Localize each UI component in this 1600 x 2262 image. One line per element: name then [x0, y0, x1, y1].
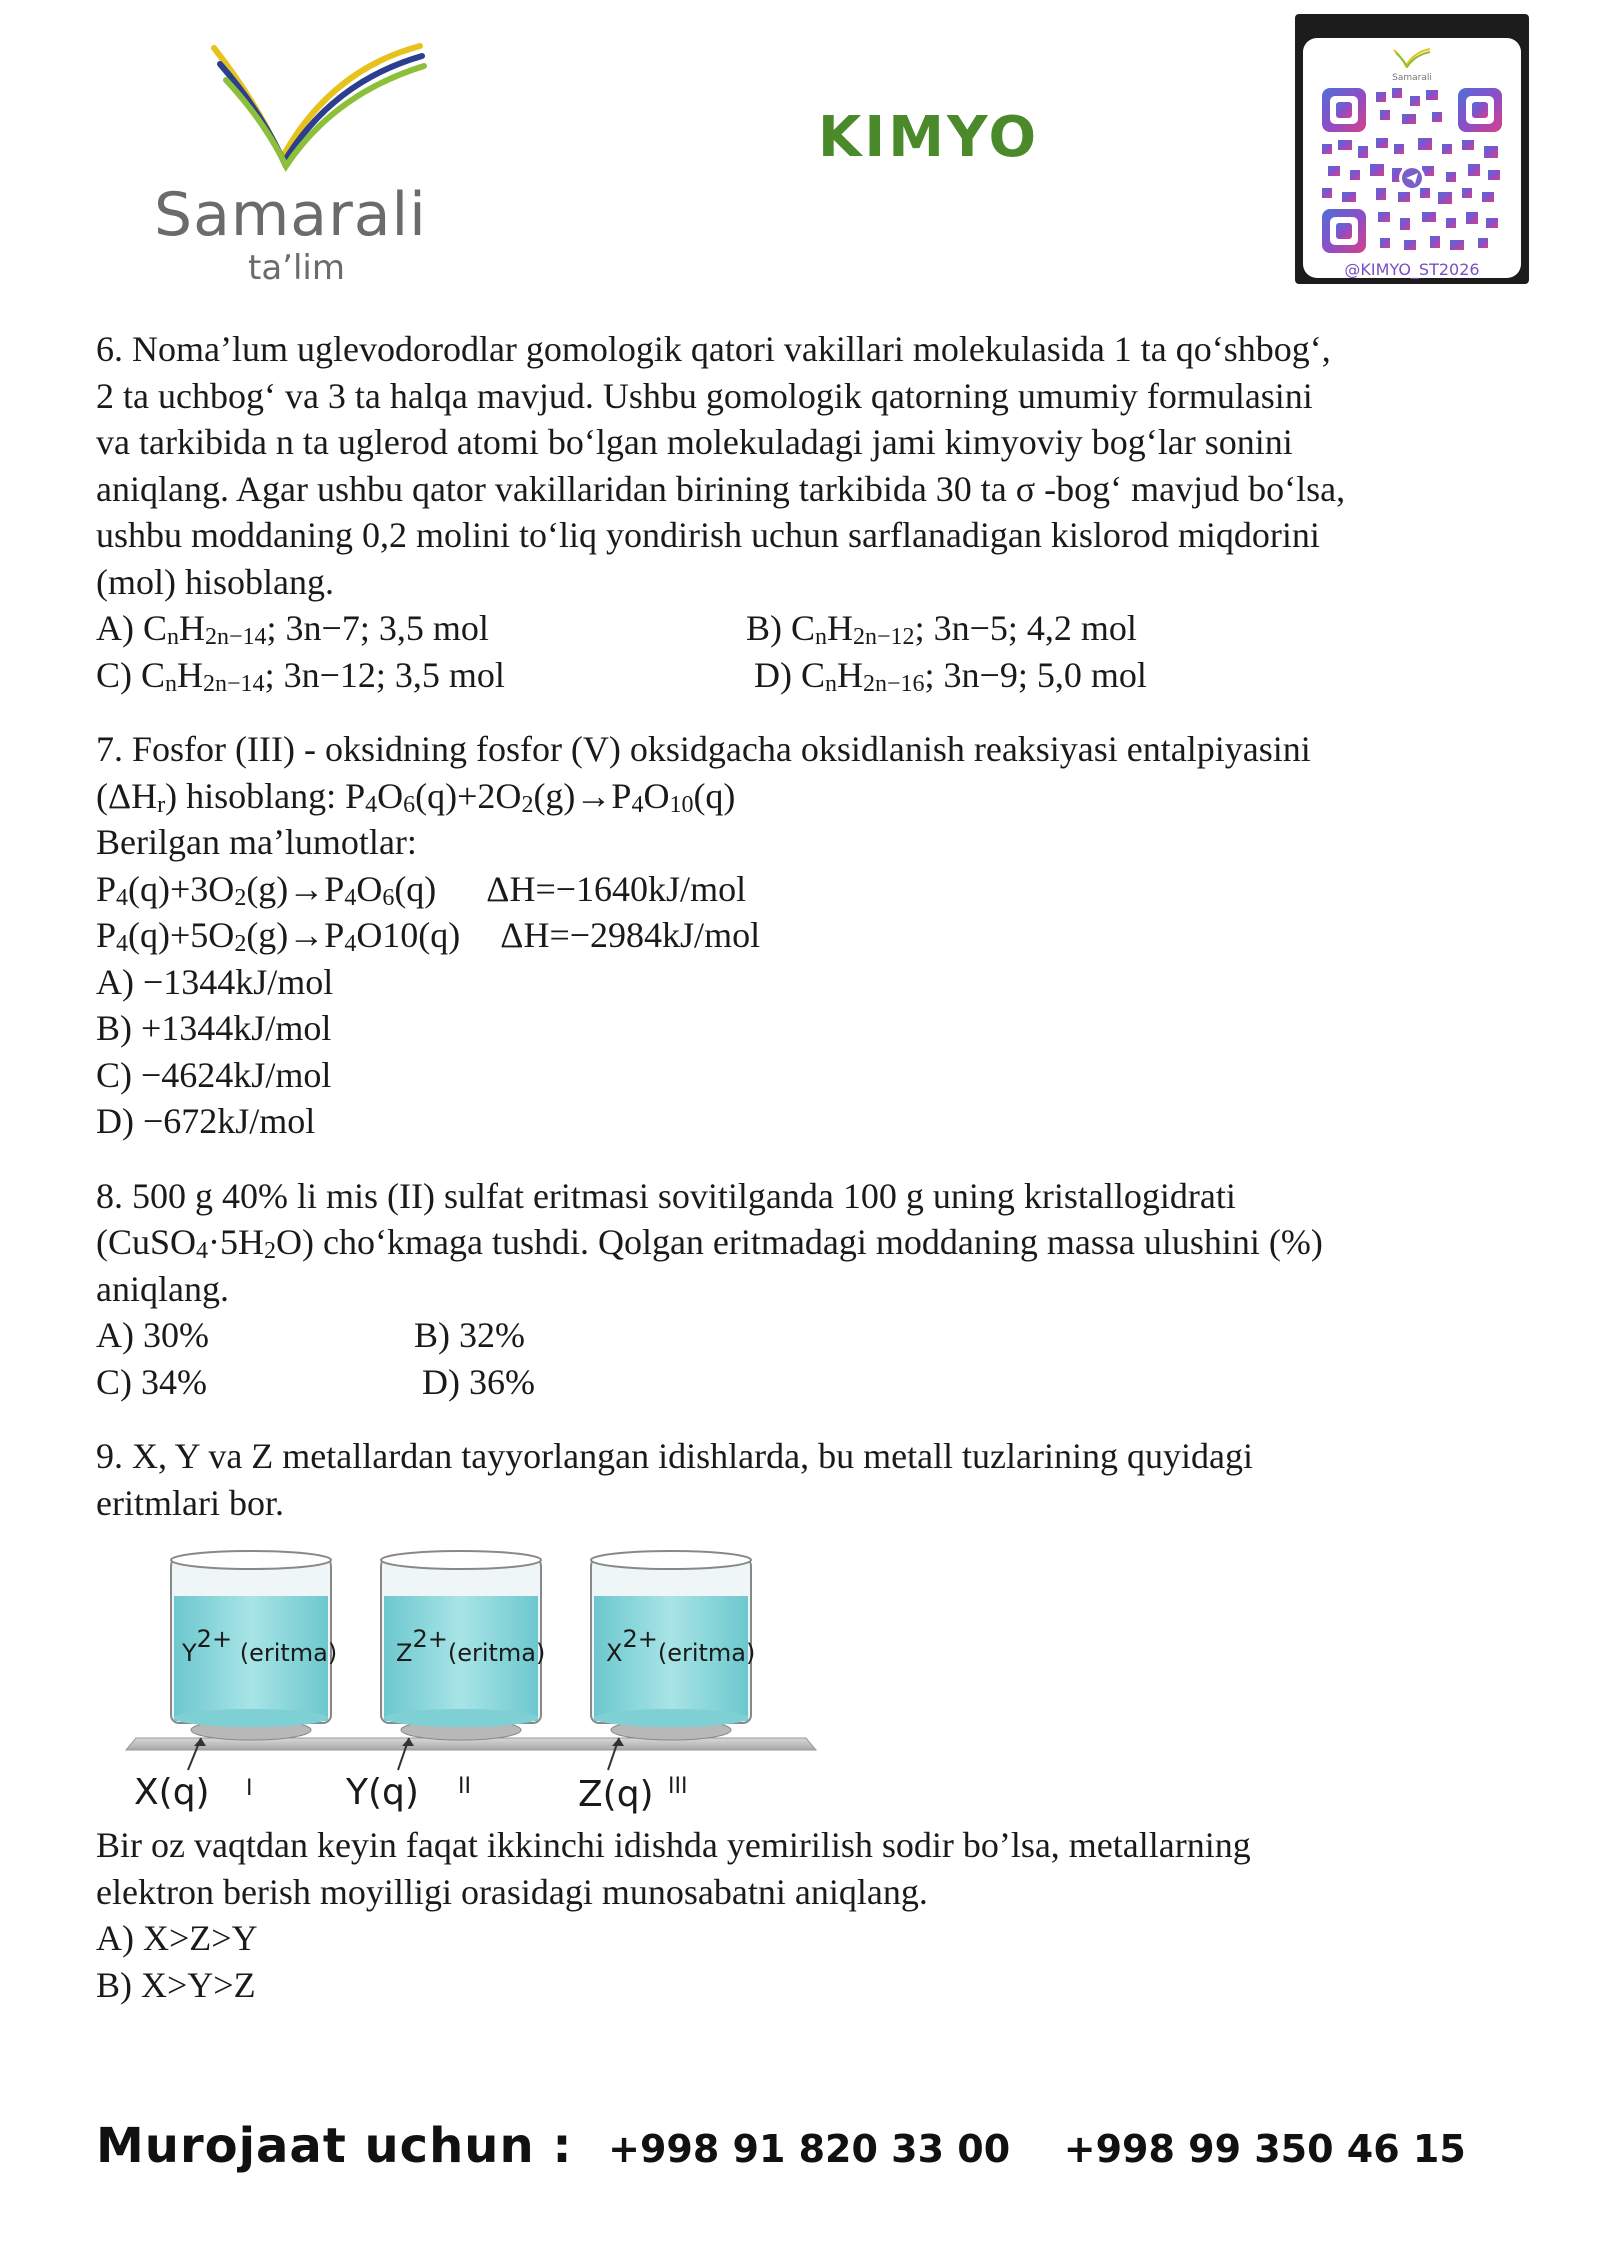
question-text-line: elektron berish moyilligi orasidagi munosabatni aniqlang. — [96, 1871, 928, 1912]
given-equation-2: $P_4(q)+5O_2(g)\to P_4O10(q)$ ΔH=−2984kJ/mol — [96, 915, 761, 957]
question-text-line: Bir oz vaqtdan keyin faqat ikkinchi idishda yemirilish sodir bo’lsa, metallarning — [96, 1825, 1251, 1865]
given-equation-1: $P_4(q)+3O_2(g)\to P_4O_6(q)$ ΔH=−1640kJ/mol — [96, 868, 747, 911]
option-c[interactable]: C) 34% — [96, 1361, 207, 1402]
question-text-line: (mol) hisoblang. — [96, 561, 334, 602]
roman-numeral-1: I — [246, 1776, 253, 1801]
given-label: Berilgan ma’lumotlar: — [96, 822, 417, 862]
option-b[interactable]: B) $C_nH_{2n-12}$; 3n−5; 4,2 mol — [746, 608, 1137, 650]
question-9 — [96, 1433, 1516, 2008]
question-equation: $(\Delta H_r)$ hisoblang: $P_4O_6(q)+2O_2(g)\to P_4O_{10}(q)$ — [96, 775, 736, 818]
beakers-illustration — [116, 1538, 836, 1818]
question-text-line: va tarkibida n ta uglerod atomi bo‘lgan molekuladagi jami kimyoviy bog‘lar sonini — [96, 422, 1293, 462]
option-a[interactable]: A) X>Z>Y — [96, 1918, 258, 1958]
metal-label-3: Z(q) — [578, 1774, 654, 1815]
phone-number-2[interactable]: +998 99 350 46 15 — [1063, 2127, 1466, 2171]
phone-number-1[interactable]: +998 91 820 33 00 — [608, 2127, 1011, 2171]
qr-brand-name: Samarali — [1392, 73, 1432, 83]
contact-label: Murojaat uchun : — [96, 2118, 573, 2174]
question-7 — [96, 726, 1516, 1145]
question-text-line: 6. Noma’lum uglevodorodlar gomologik qatori vakillari molekulasida 1 ta qo‘shbog‘, — [96, 329, 1331, 369]
brand-name: Samarali — [154, 180, 427, 250]
metal-label-1: X(q) — [134, 1772, 210, 1813]
roman-numeral-3: III — [668, 1774, 688, 1799]
question-text-line: aniqlang. — [96, 1268, 229, 1309]
option-d[interactable]: D) 36% — [422, 1361, 535, 1402]
question-text-line: 2 ta uchbog‘ va 3 ta halqa mavjud. Ushbu gomologik qatorning umumiy formulasini — [96, 375, 1313, 416]
option-d[interactable]: D) $C_nH_{2n-16}$; 3n−9; 5,0 mol — [754, 654, 1147, 697]
checkmark-small-icon — [1392, 46, 1432, 68]
checkmark-logo-icon — [210, 30, 430, 180]
brand-subtitle: ta’lim — [248, 248, 345, 288]
subject-title: KIMYO — [818, 105, 1040, 170]
qr-card — [1295, 14, 1529, 284]
question-text-line: eritmlari bor. — [96, 1482, 284, 1523]
question-6 — [96, 326, 1516, 698]
option-a[interactable]: A) 30% — [96, 1315, 209, 1355]
question-text-line: 8. 500 g 40% li mis (II) sulfat eritmasi sovitilganda 100 g uning kristallogidrati — [96, 1175, 1236, 1216]
qr-card-inner — [1303, 38, 1521, 278]
question-text-line: aniqlang. Agar ushbu qator vakillaridan birining tarkibida 30 ta σ -bog‘ mavjud bo‘lsa, — [96, 468, 1346, 509]
question-text-line: ushbu moddaning 0,2 molini to‘liq yondirish uchun sarflanadigan kislorod miqdorini — [96, 515, 1320, 555]
question-text-line: 7. Fosfor (III) - oksidning fosfor (V) oksidgacha oksidlanish reaksiyasi entalpiyasini — [96, 729, 1311, 769]
metal-label-2: Y(q) — [346, 1772, 419, 1813]
option-a[interactable]: A) $C_nH_{2n-14}$; 3n−7; 3,5 mol — [96, 608, 489, 650]
option-a[interactable]: A) −1344kJ/mol — [96, 961, 334, 1002]
qr-code-icon[interactable] — [1322, 88, 1502, 253]
contact-footer — [96, 2118, 1536, 2174]
options-row — [96, 652, 1516, 699]
option-b[interactable]: B) 32% — [414, 1315, 525, 1355]
options-row — [96, 605, 1516, 652]
question-8 — [96, 1173, 1516, 1406]
options-row — [96, 1359, 1516, 1406]
question-sheet — [96, 326, 1516, 2008]
beakers-figure — [116, 1538, 836, 1818]
option-b[interactable]: B) +1344kJ/mol — [96, 1008, 332, 1048]
enthalpy-value: ΔH=−2984kJ/mol — [500, 915, 761, 955]
option-c[interactable]: C) −4624kJ/mol — [96, 1054, 332, 1095]
question-text-line: 9. X, Y va Z metallardan tayyorlangan idishlarda, bu metall tuzlarining quyidagi — [96, 1436, 1253, 1476]
option-b[interactable]: B) X>Y>Z — [96, 1964, 256, 2005]
roman-numeral-2: II — [458, 1774, 471, 1799]
option-c[interactable]: C) $C_nH_{2n-14}$; 3n−12; 3,5 mol — [96, 654, 505, 697]
qr-handle: @KIMYO_ST2026 — [1344, 260, 1480, 279]
question-text-line: $(CuSO_4\cdot 5H_2O)$ cho‘kmaga tushdi. Qolgan eritmadagi moddaning massa ulushini (%) — [96, 1222, 1323, 1264]
beaker-3-label: $X^{2+}(eritma)$ — [606, 1625, 756, 1667]
beaker-2-label: $Z^{2+}(eritma)$ — [396, 1625, 546, 1667]
option-d[interactable]: D) −672kJ/mol — [96, 1101, 316, 1141]
enthalpy-value: ΔH=−1640kJ/mol — [486, 868, 747, 909]
beaker-1-label: $Y^{2+}$ (eritma) — [182, 1625, 338, 1667]
options-row — [96, 1312, 1516, 1359]
qr-brand — [1303, 46, 1521, 83]
samarali-logo — [150, 30, 470, 288]
